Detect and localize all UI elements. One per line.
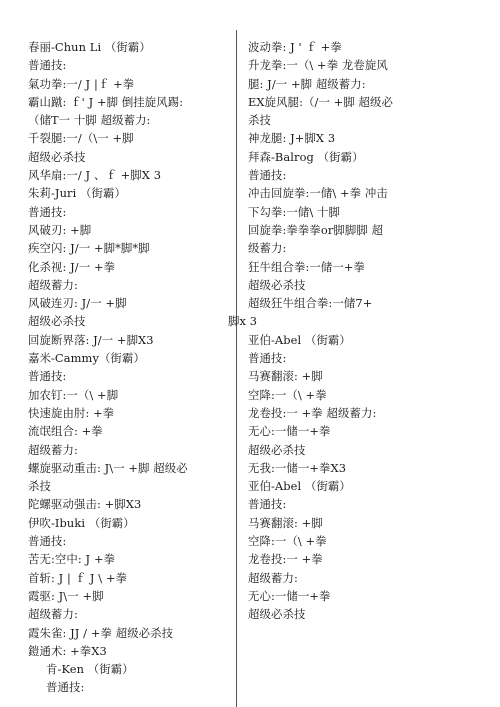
text-line: 下勾拳:一储\ 十脚: [248, 204, 341, 219]
text-line: 无心:一储一+拳: [248, 424, 331, 439]
text-line: 氣功拳:一/ J |ｆ +拳: [28, 76, 135, 91]
text-line: 春丽-Chun Li （街霸）: [28, 40, 151, 54]
text-line: 快速旋由肘: +拳: [28, 405, 115, 420]
text-line: 普通技:: [28, 369, 67, 384]
text-line: 鎧通术: +拳X3: [28, 643, 107, 658]
left-column: [28, 38, 228, 697]
text-line: 首斩: J | ｆ J \ +拳: [28, 570, 128, 585]
text-line: 神龙腿: J+脚X 3: [248, 131, 336, 146]
text-line: 脚x 3: [228, 314, 258, 329]
text-line: 陀螺驱动强击: +脚X3: [28, 497, 142, 512]
text-line: 朱莉-Juri （街霸）: [28, 186, 127, 201]
text-line: 冲击回旋拳:一储\ +拳 冲击: [248, 186, 388, 201]
text-line: 化杀视: J/一 +拳: [28, 259, 116, 274]
text-line: 风破连刃: J/一 +脚: [28, 296, 127, 311]
text-line: 苦无:空中: J +拳: [28, 552, 116, 567]
text-line: 霸山蹴: ｆ' J +脚 倒挂旋风踢:: [28, 94, 184, 109]
text-line: 无我:一储一+拳X3: [248, 460, 347, 475]
text-line: 普通技:: [248, 497, 287, 512]
text-line: 千裂腿:一/（\一 +脚: [28, 131, 134, 146]
text-line: 伊吹-Ibuki （街霸）: [28, 515, 135, 530]
column-divider: [236, 30, 237, 707]
text-line: 超级狂牛组合拳:一储7+: [248, 296, 373, 311]
text-line: 龙卷投:一 +拳: [248, 552, 323, 567]
text-line: 超级蓄力:: [28, 607, 78, 622]
text-line: 超级必杀技: [28, 149, 86, 164]
text-line: 普通技:: [28, 58, 67, 73]
text-line: 普通技:: [248, 351, 287, 366]
text-line: 无心:一储一+拳: [248, 588, 331, 603]
text-line: 腿: J/一 +脚 超级蓄力:: [248, 76, 366, 91]
text-line: 霞驱: J\一 +脚: [28, 588, 104, 603]
text-line: 马赛翻滚: +脚: [248, 369, 323, 384]
text-line: 普通技:: [248, 168, 287, 183]
text-line: 升龙拳:一（\ +拳 龙卷旋风: [248, 58, 388, 73]
right-column: [228, 38, 463, 624]
text-line: 杀技: [248, 113, 271, 128]
text-line: 拜森-Balrog （街霸）: [248, 149, 364, 164]
text-line: 普通技:: [28, 204, 67, 219]
text-line: 空降:一（\ +拳: [248, 534, 327, 549]
text-line: 霞朱雀: JJ / +拳 超级必杀技: [28, 625, 174, 640]
text-line: 超级必杀技: [248, 607, 306, 622]
text-line: 狂牛组合拳:一储一+拳: [248, 259, 365, 274]
text-line: 风破刃: +脚: [28, 222, 92, 237]
text-line: 超级蓄力:: [28, 442, 78, 457]
text-line: 超级必杀技: [28, 314, 86, 329]
text-line: 波动拳: J ' ｆ +拳: [248, 40, 342, 54]
text-line: 龙卷投:一 +拳 超级蓄力:: [248, 405, 377, 420]
text-line: 马赛翻滚: +脚: [248, 515, 323, 530]
text-line: 回旋断界落: J/一 +脚X3: [28, 332, 154, 347]
text-line: 加农钉:一（\ +脚: [28, 387, 119, 402]
text-line: 亚伯-Abel （街霸）: [248, 479, 351, 494]
text-line: 普通技:: [28, 534, 67, 549]
text-line: 超级蓄力:: [28, 277, 78, 292]
text-line: 级蓄力:: [248, 241, 287, 256]
text-line: 超级蓄力:: [248, 570, 298, 585]
text-line: 疾空闪: J/一 +脚*脚*脚: [28, 241, 150, 256]
text-line: 普通技:: [46, 680, 85, 695]
text-line: 风华扇:一/ J 、ｆ +脚X 3: [28, 168, 162, 183]
text-line: 螺旋驱动重击: J\一 +脚 超级必: [28, 460, 188, 475]
text-line: 超级必杀技: [248, 442, 306, 457]
text-line: 回旋拳:拳拳拳or脚脚脚 超: [248, 222, 384, 237]
text-line: 杀技: [28, 479, 51, 494]
text-line: 超级必杀技: [248, 277, 306, 292]
text-line: （储T一 十脚 超级蓄力:: [28, 113, 151, 128]
text-line: 肯-Ken （街霸）: [46, 662, 134, 677]
text-line: 流氓组合: +拳: [28, 424, 103, 439]
text-line: 空降:一（\ +拳: [248, 387, 327, 402]
text-line: EX旋风腿:（/一 +脚 超级必: [248, 94, 394, 109]
text-line: 嘉米-Cammy（街霸）: [28, 351, 145, 366]
text-line: 亚伯-Abel （街霸）: [248, 332, 351, 347]
